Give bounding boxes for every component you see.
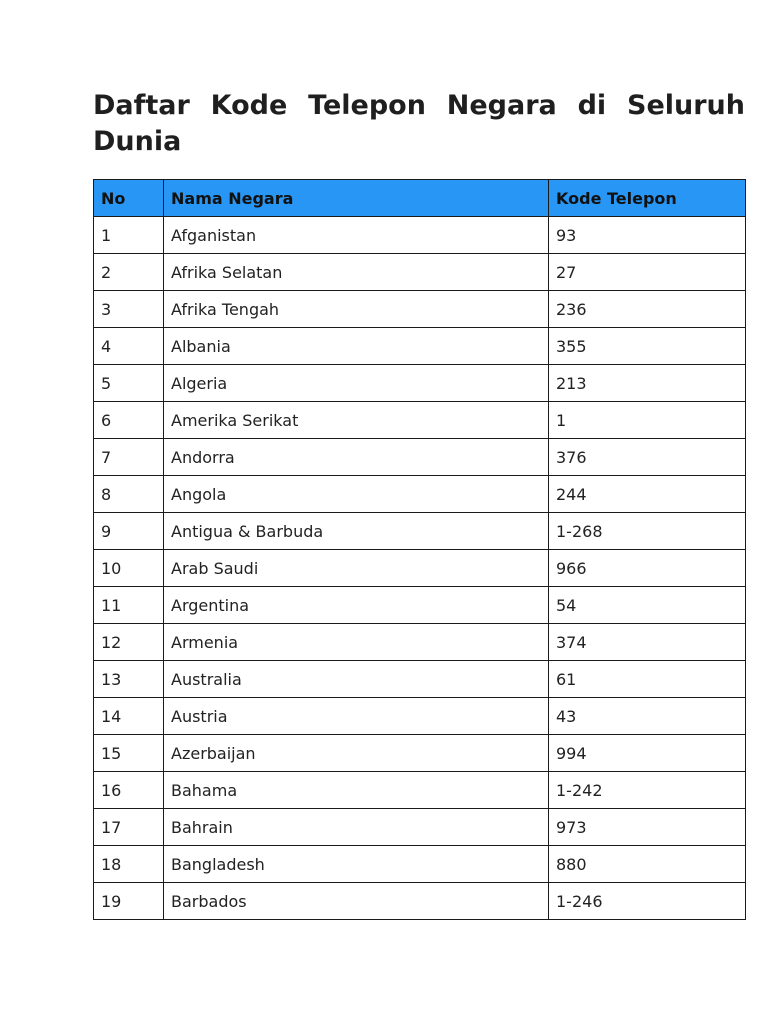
cell-no: 15 <box>94 735 164 772</box>
cell-phone-code: 994 <box>549 735 746 772</box>
cell-country-name: Australia <box>164 661 549 698</box>
cell-phone-code: 213 <box>549 365 746 402</box>
table-row <box>94 328 746 365</box>
cell-phone-code: 1-268 <box>549 513 746 550</box>
table-row <box>94 587 746 624</box>
table-row <box>94 402 746 439</box>
country-code-table <box>93 179 746 920</box>
cell-no: 18 <box>94 846 164 883</box>
table-row <box>94 254 746 291</box>
document-title: Daftar Kode Telepon Negara di Seluruh Dunia <box>93 90 745 157</box>
cell-country-name: Afrika Tengah <box>164 291 549 328</box>
cell-no: 12 <box>94 624 164 661</box>
table-row <box>94 846 746 883</box>
cell-country-name: Barbados <box>164 883 549 920</box>
cell-country-name: Angola <box>164 476 549 513</box>
table-header-row <box>94 180 746 217</box>
table-row <box>94 883 746 920</box>
cell-country-name: Azerbaijan <box>164 735 549 772</box>
table-row <box>94 735 746 772</box>
cell-phone-code: 355 <box>549 328 746 365</box>
cell-phone-code: 1-242 <box>549 772 746 809</box>
cell-phone-code: 236 <box>549 291 746 328</box>
cell-phone-code: 966 <box>549 550 746 587</box>
table-row <box>94 809 746 846</box>
cell-no: 17 <box>94 809 164 846</box>
cell-phone-code: 376 <box>549 439 746 476</box>
cell-country-name: Andorra <box>164 439 549 476</box>
cell-country-name: Bahrain <box>164 809 549 846</box>
cell-no: 5 <box>94 365 164 402</box>
column-header-phone-code: Kode Telepon <box>549 180 746 217</box>
table-row <box>94 513 746 550</box>
table-row <box>94 476 746 513</box>
cell-phone-code: 1 <box>549 402 746 439</box>
cell-phone-code: 54 <box>549 587 746 624</box>
document-page <box>93 88 745 911</box>
cell-no: 16 <box>94 772 164 809</box>
cell-phone-code: 27 <box>549 254 746 291</box>
cell-no: 13 <box>94 661 164 698</box>
cell-no: 8 <box>94 476 164 513</box>
cell-phone-code: 374 <box>549 624 746 661</box>
cell-no: 1 <box>94 217 164 254</box>
table-row <box>94 698 746 735</box>
table-row <box>94 624 746 661</box>
cell-country-name: Arab Saudi <box>164 550 549 587</box>
cell-no: 7 <box>94 439 164 476</box>
cell-phone-code: 43 <box>549 698 746 735</box>
table-row <box>94 661 746 698</box>
cell-no: 4 <box>94 328 164 365</box>
cell-country-name: Algeria <box>164 365 549 402</box>
cell-country-name: Argentina <box>164 587 549 624</box>
cell-country-name: Bangladesh <box>164 846 549 883</box>
cell-phone-code: 1-246 <box>549 883 746 920</box>
cell-no: 14 <box>94 698 164 735</box>
table-row <box>94 439 746 476</box>
cell-country-name: Armenia <box>164 624 549 661</box>
column-header-no: No <box>94 180 164 217</box>
cell-country-name: Amerika Serikat <box>164 402 549 439</box>
cell-country-name: Albania <box>164 328 549 365</box>
table-row <box>94 291 746 328</box>
cell-country-name: Austria <box>164 698 549 735</box>
cell-phone-code: 61 <box>549 661 746 698</box>
table-body <box>94 217 746 920</box>
table-row <box>94 772 746 809</box>
cell-country-name: Antigua & Barbuda <box>164 513 549 550</box>
cell-phone-code: 973 <box>549 809 746 846</box>
cell-no: 11 <box>94 587 164 624</box>
table-row <box>94 550 746 587</box>
cell-no: 10 <box>94 550 164 587</box>
cell-no: 6 <box>94 402 164 439</box>
cell-no: 2 <box>94 254 164 291</box>
cell-country-name: Bahama <box>164 772 549 809</box>
cell-phone-code: 244 <box>549 476 746 513</box>
cell-no: 3 <box>94 291 164 328</box>
column-header-country-name: Nama Negara <box>164 180 549 217</box>
cell-phone-code: 880 <box>549 846 746 883</box>
table-row <box>94 217 746 254</box>
table-row <box>94 365 746 402</box>
cell-country-name: Afganistan <box>164 217 549 254</box>
cell-no: 9 <box>94 513 164 550</box>
cell-country-name: Afrika Selatan <box>164 254 549 291</box>
cell-phone-code: 93 <box>549 217 746 254</box>
cell-no: 19 <box>94 883 164 920</box>
